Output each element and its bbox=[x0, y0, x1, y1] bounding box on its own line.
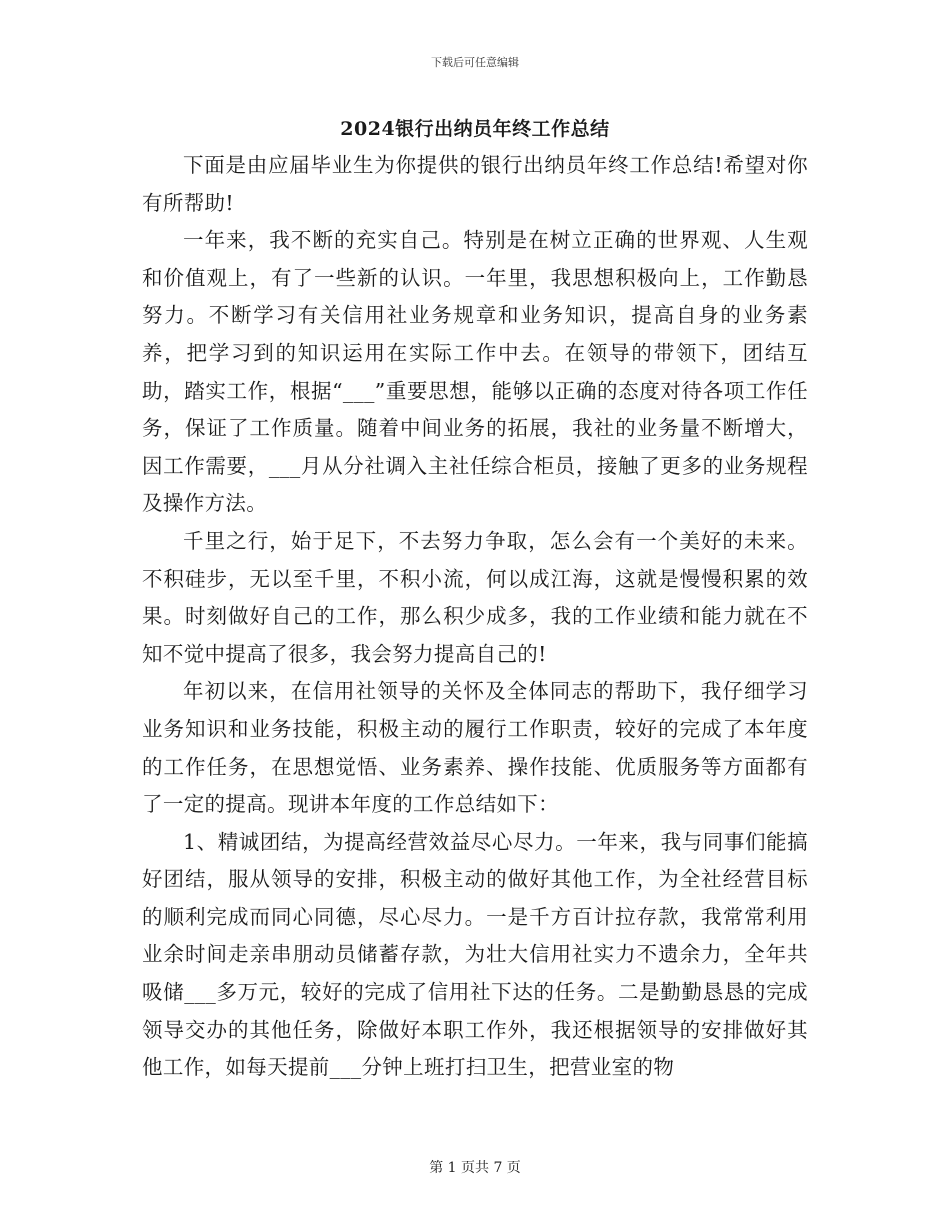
page-header-note: 下载后可任意编辑 bbox=[431, 56, 519, 69]
page-number: 第 1 页共 7 页 bbox=[429, 1160, 521, 1176]
paragraph-item-1: 1、精诚团结，为提高经营效益尽心尽力。一年来，我与同事们能搞好团结，服从领导的安排，积极主动的做好其他工作，为全社经营目标的顺利完成而同心同德，尽心尽力。一是千方百计拉存款，我常常利用业余时间走亲串朋动员储蓄存款，为壮大信用社实力不遗余力，全年共吸储___多万元，较好的完成了信用社下达的任务。二是勤勤恳恳的完成领导交办的其他任务，除做好本职工作外，我还根据领导的安排做好其他工作，如每天提前___分钟上班打扫卫生，把营业室的物 bbox=[142, 829, 808, 1080]
document-title: 2024银行出纳员年终工作总结 bbox=[340, 118, 610, 140]
paragraph-intro: 下面是由应届毕业生为你提供的银行出纳员年终工作总结!希望对你有所帮助! bbox=[142, 153, 808, 215]
paragraph-self-improvement: 一年来，我不断的充实自己。特别是在树立正确的世界观、人生观和价值观上，有了一些新的认识。一年里，我思想积极向上，工作勤恳努力。不断学习有关信用社业务规章和业务知识，提高自身的业务素养，把学习到的知识运用在实际工作中去。在领导的带领下，团结互助，踏实工作，根据“___”重要思想，能够以正确的态度对待各项工作任务，保证了工作质量。随着中间业务的拓展，我社的业务量不断增大，因工作需要，___月从分社调入主社任综合柜员，接触了更多的业务规程及操作方法。 bbox=[142, 228, 808, 516]
paragraph-accumulation: 千里之行，始于足下，不去努力争取，怎么会有一个美好的未来。不积硅步，无以至千里，不积小流，何以成江海，这就是慢慢积累的效果。时刻做好自己的工作，那么积少成多，我的工作业绩和能力就在不知不觉中提高了很多，我会努力提高自己的! bbox=[142, 528, 808, 666]
document-body bbox=[142, 147, 808, 1087]
paragraph-summary-intro: 年初以来，在信用社领导的关怀及全体同志的帮助下，我仔细学习业务知识和业务技能，积极主动的履行工作职责，较好的完成了本年度的工作任务，在思想觉悟、业务素养、操作技能、优质服务等方面都有了一定的提高。现讲本年度的工作总结如下： bbox=[142, 679, 808, 817]
